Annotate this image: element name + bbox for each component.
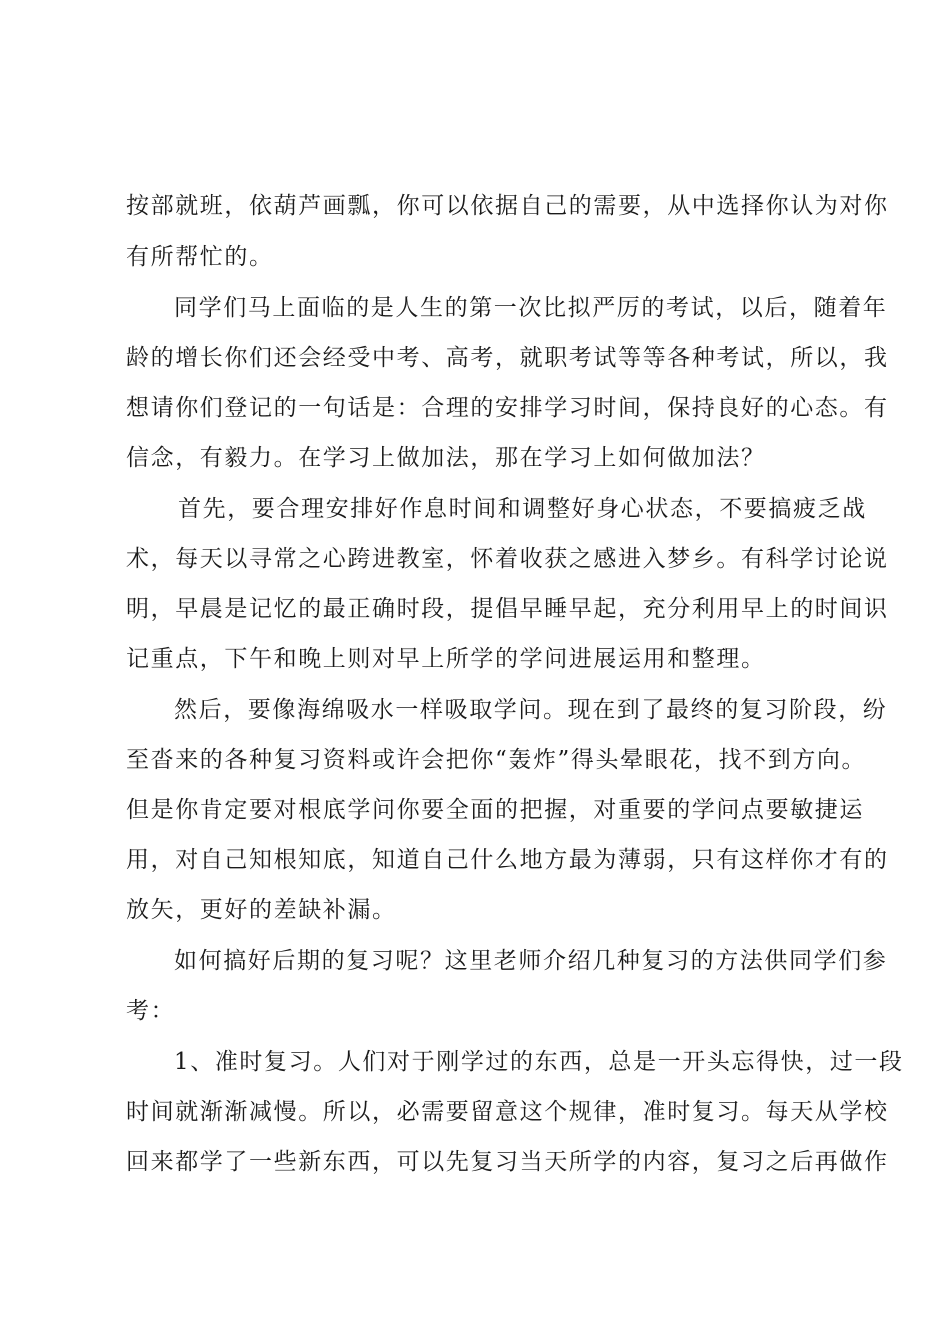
paragraph-line: 时间就渐渐减慢。所以，必需要留意这个规律，准时复习。每天从学校	[126, 1099, 889, 1125]
paragraph-line: 至沓来的各种复习资料或许会把你“轰炸”得头晕眼花，找不到方向。	[126, 747, 867, 773]
paragraph-line: 但是你肯定要对根底学问你要全面的把握，对重要的学问点要敏捷运	[126, 797, 864, 823]
paragraph-line: 信念，有毅力。在学习上做加法，那在学习上如何做加法？	[126, 445, 766, 471]
paragraph-line: 明，早晨是记忆的最正确时段，提倡早睡早起，充分利用早上的时间识	[126, 596, 889, 622]
paragraph-line: 放矢，更好的差缺补漏。	[126, 897, 397, 923]
paragraph-first-line: 如何搞好后期的复习呢？这里老师介绍几种复习的方法供同学们参	[174, 948, 888, 974]
paragraph-line: 想请你们登记的一句话是：合理的安排学习时间，保持良好的心态。有	[126, 395, 889, 421]
paragraph-first-line: 然后，要像海绵吸水一样吸取学问。现在到了最终的复习阶段，纷	[174, 697, 888, 723]
paragraph-first-line: 首先，要合理安排好作息时间和调整好身心状态，不要搞疲乏战	[178, 496, 867, 522]
paragraph-line: 龄的增长你们还会经受中考、高考，就职考试等等各种考试，所以，我	[126, 345, 889, 371]
paragraph-line: 用，对自己知根知底，知道自己什么地方最为薄弱，只有这样你才有的	[126, 847, 889, 873]
paragraph-line: 按部就班，依葫芦画瓢，你可以依据自己的需要，从中选择你认为对你	[126, 193, 889, 219]
paragraph-first-line: 1、准时复习。人们对于刚学过的东西，总是一开头忘得快，过一段	[174, 1049, 904, 1075]
paragraph-line: 有所帮忙的。	[126, 244, 274, 270]
paragraph-line: 回来都学了一些新东西，可以先复习当天所学的内容，复习之后再做作	[126, 1149, 889, 1175]
paragraph-line: 记重点，下午和晚上则对早上所学的学问进展运用和整理。	[126, 646, 766, 672]
paragraph-first-line: 同学们马上面临的是人生的第一次比拟严厉的考试，以后，随着年	[174, 295, 888, 321]
paragraph-line: 术，每天以寻常之心跨进教室，怀着收获之感进入梦乡。有科学讨论说	[126, 546, 889, 572]
paragraph-line: 考：	[126, 998, 176, 1024]
